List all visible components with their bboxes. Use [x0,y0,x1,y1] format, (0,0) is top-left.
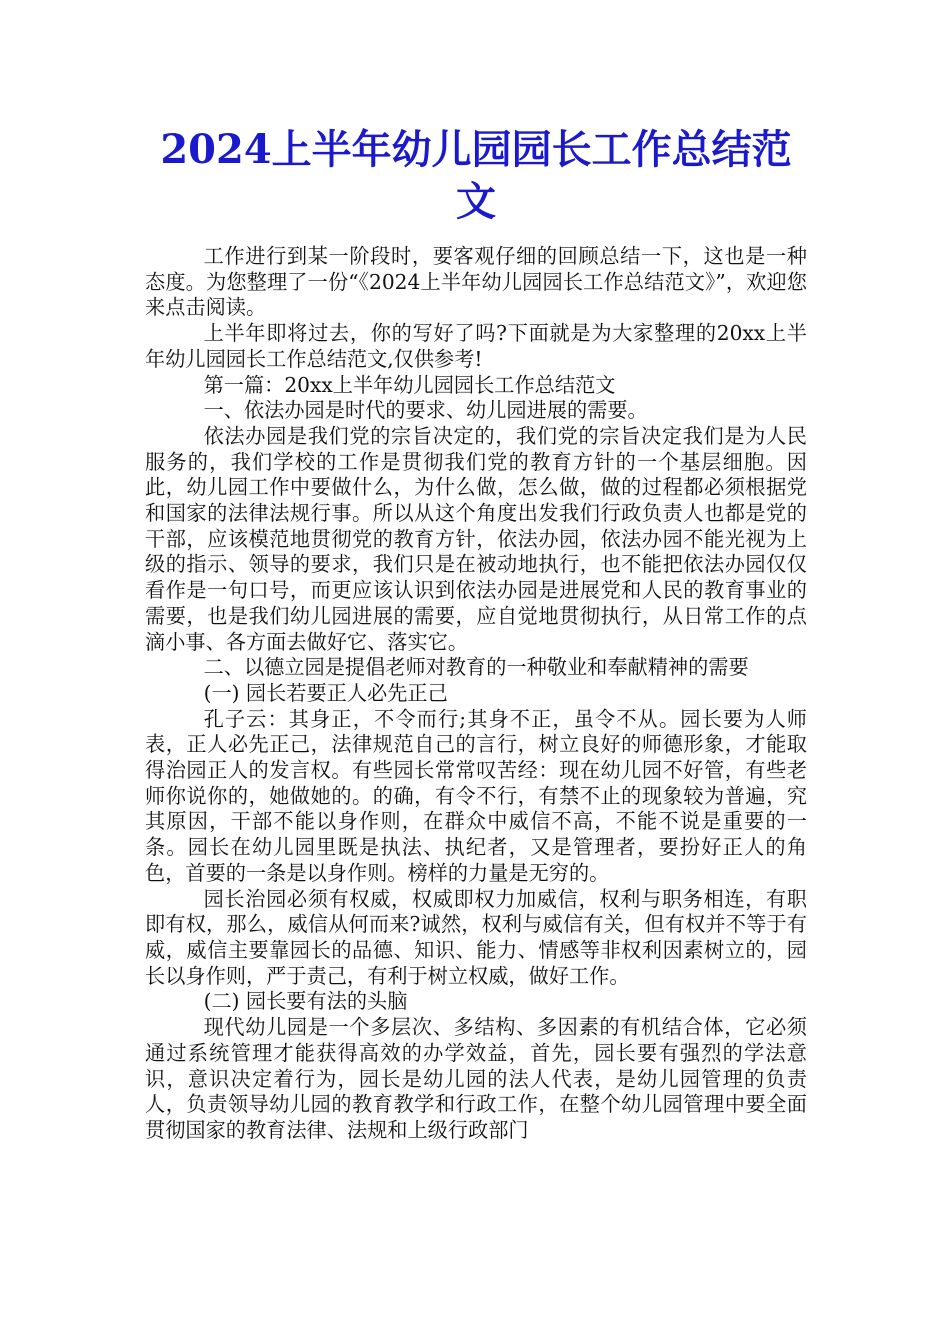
subheading-one: (一) 园长若要正人必先正己 [203,680,448,705]
heading-point-one: 一、依法办园是时代的要求、幼儿园进展的需要。 [203,398,648,423]
paragraph-subpoint-two: 现代幼儿园是一个多层次、多结构、多因素的有机结合体，它必须通过系统管理才能获得高效的办学效益，首先，园长要有强烈的学法意识，意识决定着行为，园长是幼儿园的法人代表，是幼儿园管理的负责人，负责领导幼儿园的教育教学和行政工作，在整个幼儿园管理中要全面贯彻国家的教育法律、法规和上级行政部门 [145,1015,807,1142]
document-title: 2024上半年幼儿园园长工作总结范文 [160,126,792,225]
subheading-two: (二) 园长要有法的头脑 [203,989,408,1014]
paragraph-subpoint-one-a: 孔子云：其身正，不令而行;其身不正，虽令不从。园长要为人师表，正人必先正己，法律规范自己的言行，树立良好的师德形象，才能取得治园正人的发言权。有些园长常常叹苦经：现在幼儿园不好管，有些老师你说你的，她做她的。的确，有令不行，有禁不止的现象较为普遍，究其原因，干部不能以身作则，在群众中威信不高，不能不说是重要的一条。园长在幼儿园里既是执法、执纪者，又是管理者，要扮好正人的角色，首要的一条是以身作则。榜样的力量是无穷的。 [145,706,807,885]
paragraph-subpoint-one-b: 园长治园必须有权威，权威即权力加威信，权利与职务相连，有职即有权，那么，威信从何而来?诚然，权利与威信有关，但有权并不等于有威，威信主要靠园长的品德、知识、能力、情感等非权利因素树立的，园长以身作则，严于责己，有利于树立权威，做好工作。 [145,886,807,988]
document-body [145,244,807,1144]
paragraph-lead: 上半年即将过去，你的写好了吗?下面就是为大家整理的20xx上半年幼儿园园长工作总结范文,仅供参考! [145,321,807,371]
paragraph-intro: 工作进行到某一阶段时，要客观仔细的回顾总结一下，这也是一种态度。为您整理了一份“《2024上半年幼儿园园长工作总结范文》”，欢迎您来点击阅读。 [145,244,807,320]
paragraph-point-one: 依法办园是我们党的宗旨决定的，我们党的宗旨决定我们是为人民服务的，我们学校的工作是贯彻我们党的教育方针的一个基层细胞。因此，幼儿园工作中要做什么，为什么做，怎么做，做的过程都必须根据党和国家的法律法规行事。所以从这个角度出发我们行政负责人也都是党的干部，应该模范地贯彻党的教育方针，依法办园，依法办园不能光视为上级的指示、领导的要求，我们只是在被动地执行，也不能把依法办园仅仅看作是一句口号，而更应该认识到依法办园是进展党和人民的教育事业的需要，也是我们幼儿园进展的需要，应自觉地贯彻执行，从日常工作的点滴小事、各方面去做好它、落实它。 [145,423,807,654]
section-heading-first: 第一篇：20xx上半年幼儿园园长工作总结范文 [203,372,616,397]
heading-point-two: 二、以德立园是提倡老师对教育的一种敬业和奉献精神的需要 [203,655,749,680]
